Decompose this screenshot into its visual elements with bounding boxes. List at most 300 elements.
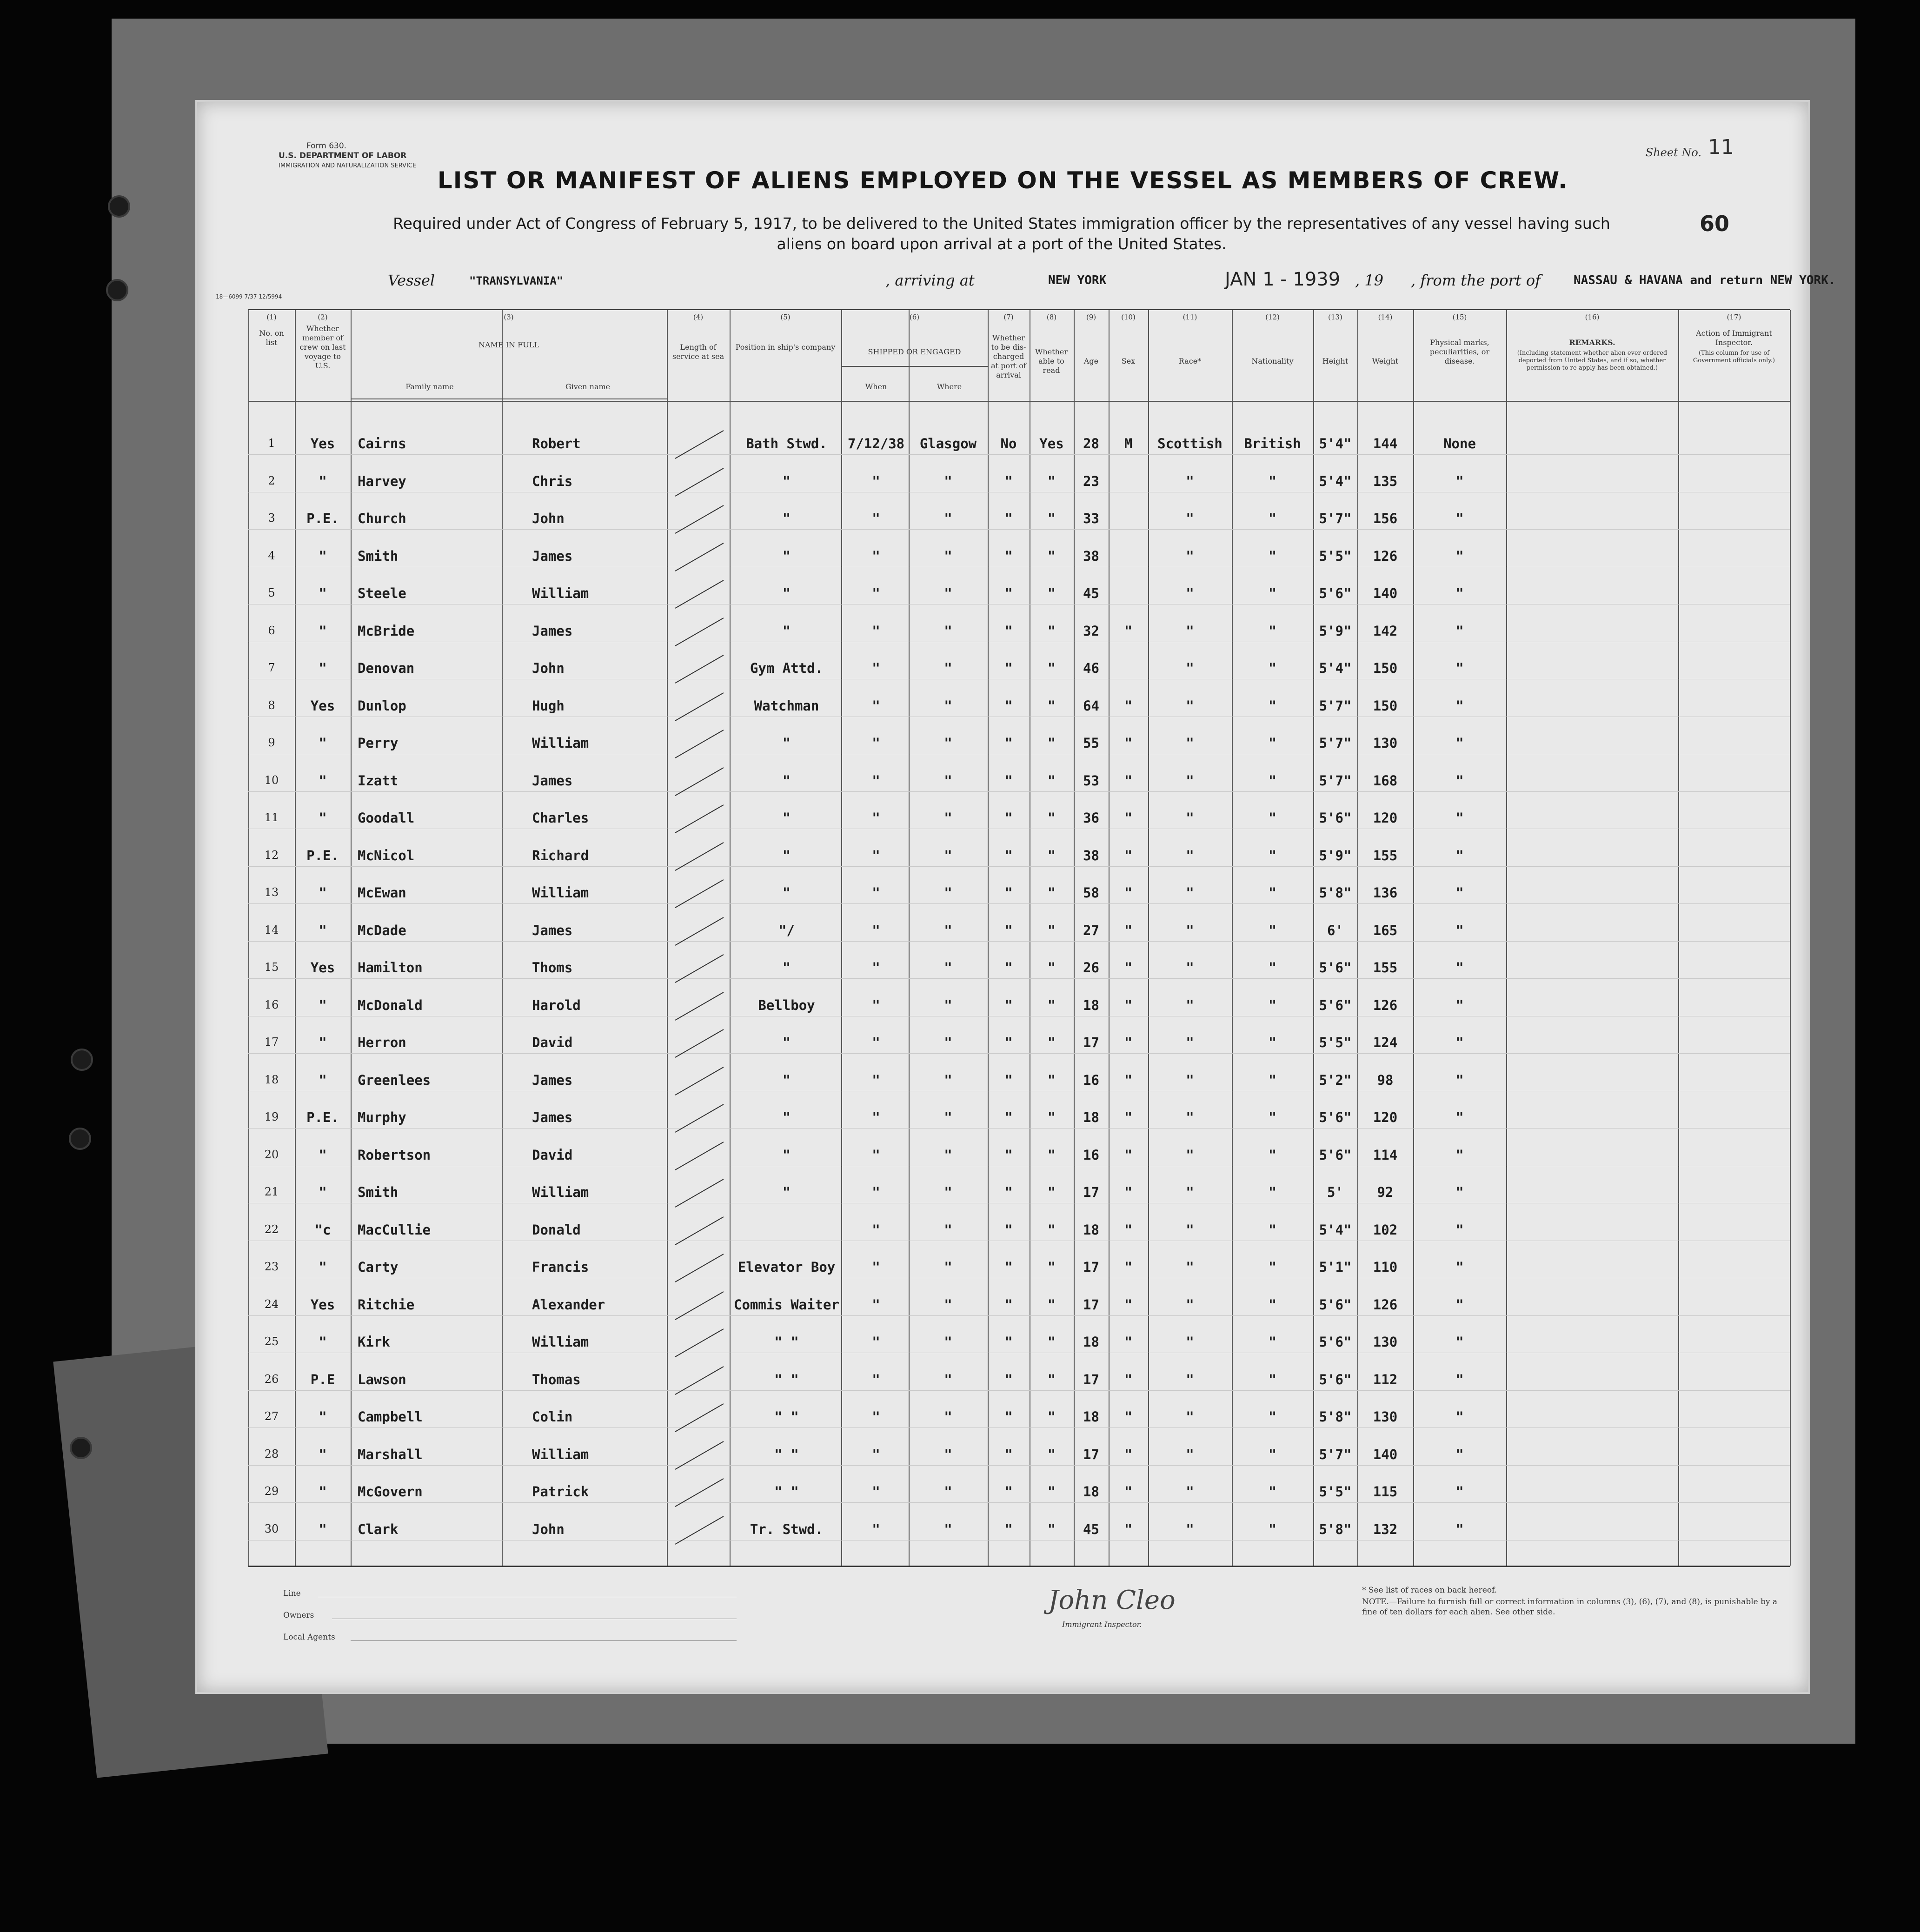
cell-sex: " [1124,997,1133,1013]
cell-disch: " [1004,1446,1013,1462]
cell-marks: " [1455,585,1464,601]
cell-height: 5'6" [1319,1109,1352,1125]
cell-family: Robertson [358,1147,431,1163]
cell-age: 18 [1083,1334,1099,1350]
cell-race: " [1186,511,1194,526]
cell-nat: " [1268,1222,1277,1238]
cell-sex: " [1124,1296,1133,1313]
row-divider [248,866,1790,867]
cell-prev: " [319,1259,327,1275]
cell-when: " [872,885,880,901]
cell-given: Robert [532,436,581,451]
cell-family: Dunlop [358,697,406,714]
column-number: (8) [1046,313,1057,321]
cell-marks: " [1455,660,1464,676]
row-divider [248,454,1790,455]
cell-when: " [872,810,880,826]
cell-given: James [532,623,573,639]
cell-where: " [944,623,952,639]
column-divider [667,310,668,1566]
cell-when: " [872,922,880,938]
cell-age: 18 [1083,1409,1099,1425]
cell-age: 55 [1083,735,1099,751]
cell-weight: 126 [1373,1296,1398,1313]
cell-weight: 150 [1373,697,1398,714]
cell-sex: " [1124,922,1133,938]
cell-prev: Yes [310,436,335,451]
cell-disch: " [1004,810,1013,826]
cell-age: 45 [1083,585,1099,601]
cell-when: " [872,1521,880,1537]
cell-marks: " [1455,847,1464,863]
cell-where: " [944,960,952,976]
cell-prev: Yes [310,960,335,976]
cell-disch: No [1000,436,1017,451]
cell-where: " [944,1446,952,1462]
cell-nat: " [1268,1109,1277,1125]
cell-disch: " [1004,1035,1013,1050]
cell-disch: " [1004,1184,1013,1200]
cell-family: McEwan [358,885,406,901]
header-able-to-read: Whether able to read [1035,347,1068,375]
cell-where: " [944,1259,952,1275]
cell-sex: " [1124,772,1133,789]
cell-where: " [944,1222,952,1238]
cell-sex: " [1124,1184,1133,1200]
cell-read: " [1047,997,1056,1013]
cell-position: " [782,735,791,751]
year-label: , 19 [1355,272,1384,289]
cell-family: Perry [358,735,399,751]
cell-given: James [532,548,573,564]
cell-when: " [872,511,880,526]
cell-position: Gym Attd. [750,660,824,676]
cell-prev: " [319,1446,327,1462]
cell-age: 17 [1083,1184,1099,1200]
cell-height: 5'1" [1319,1259,1352,1275]
row-number: 3 [268,511,275,524]
cell-height: 5'5" [1319,1484,1352,1500]
print-code: 18—6099 7/37 12/5994 [216,293,282,300]
cell-prev: " [319,1035,327,1050]
cell-marks: " [1455,772,1464,789]
column-number: (11) [1183,313,1197,321]
cell-race: " [1186,1334,1194,1350]
cell-position: " [782,1184,791,1200]
cell-age: 26 [1083,960,1099,976]
cell-height: 5'6" [1319,810,1352,826]
cell-position: Bellboy [758,997,815,1013]
cell-marks: None [1443,436,1476,451]
row-divider [248,1427,1790,1428]
cell-when: " [872,1484,880,1500]
cell-age: 64 [1083,697,1099,714]
cell-nat: " [1268,810,1277,826]
cell-race: " [1186,1371,1194,1388]
cell-marks: " [1455,1371,1464,1388]
cell-where: " [944,473,952,489]
cell-height: 5'6" [1319,997,1352,1013]
cell-age: 32 [1083,623,1099,639]
cell-height: 5'6" [1319,1147,1352,1163]
row-number: 12 [264,848,279,862]
cell-nat: " [1268,735,1277,751]
cell-race: " [1186,697,1194,714]
cell-when: " [872,697,880,714]
cell-disch: " [1004,660,1013,676]
cell-race: " [1186,1184,1194,1200]
cell-read: " [1047,1184,1056,1200]
cell-height: 5'9" [1319,847,1352,863]
cell-given: James [532,1109,573,1125]
cell-family: Church [358,511,406,526]
cell-weight: 155 [1373,847,1398,863]
cell-given: Patrick [532,1484,589,1500]
cell-where: " [944,1184,952,1200]
cell-prev: " [319,1072,327,1088]
vessel-name: "TRANSYLVANIA" [469,274,564,287]
cell-race: " [1186,1484,1194,1500]
name-subheader-divider [351,398,667,399]
cell-age: 18 [1083,997,1099,1013]
page-subtitle: Required under Act of Congress of February 5, 1917, to be delivered to the United States immigration officer by the representatives of any vessel having such aliens on board upon arrival at a port of the United States. [393,214,1610,253]
row-divider [248,1128,1790,1129]
cell-weight: 92 [1377,1184,1394,1200]
cell-when: " [872,1035,880,1050]
cell-nat: " [1268,847,1277,863]
cell-weight: 126 [1373,548,1398,564]
cell-where: " [944,1521,952,1537]
cell-disch: " [1004,1296,1013,1313]
row-number: 14 [264,923,279,936]
cell-when: " [872,1147,880,1163]
cell-prev: " [319,1147,327,1163]
cell-when: " [872,1446,880,1462]
header-no-on-list: No. on list [259,329,284,347]
cell-when: " [872,1259,880,1275]
row-number: 30 [264,1522,279,1535]
cell-position: " [782,473,791,489]
cell-nat: " [1268,511,1277,526]
cell-weight: 165 [1373,922,1398,938]
arrival-date: JAN 1 - 1939 [1225,269,1341,290]
cell-given: David [532,1147,573,1163]
cell-weight: 130 [1373,1409,1398,1425]
vessel-line [388,269,1836,295]
cell-age: 17 [1083,1035,1099,1050]
cell-height: 5'5" [1319,548,1352,564]
cell-marks: " [1455,697,1464,714]
cell-marks: " [1455,1296,1464,1313]
cell-age: 18 [1083,1109,1099,1125]
cell-race: " [1186,585,1194,601]
cell-disch: " [1004,1259,1013,1275]
row-number: 25 [264,1335,279,1348]
cell-age: 45 [1083,1521,1099,1537]
column-divider [1678,310,1679,1566]
cell-prev: " [319,623,327,639]
cell-prev: " [319,810,327,826]
cell-race: " [1186,1409,1194,1425]
cell-when: " [872,585,880,601]
cell-position: " [782,623,791,639]
cell-family: Cairns [358,436,406,451]
cell-sex: " [1124,1259,1133,1275]
header-remarks: REMARKS. [1569,338,1615,347]
cell-height: 5'6" [1319,585,1352,601]
cell-race: " [1186,997,1194,1013]
cell-when: " [872,1371,880,1388]
cell-weight: 98 [1377,1072,1394,1088]
cell-prev: " [319,473,327,489]
cell-family: McNicol [358,847,415,863]
column-divider [730,310,731,1566]
cell-sex: " [1124,1371,1133,1388]
cell-given: Chris [532,473,573,489]
cell-given: Charles [532,810,589,826]
header-name-in-full: NAME IN FULL [478,340,539,349]
cell-given: Colin [532,1409,573,1425]
cell-race: " [1186,772,1194,789]
cell-when: " [872,1109,880,1125]
cell-where: " [944,585,952,601]
cell-height: 5'6" [1319,960,1352,976]
cell-disch: " [1004,1484,1013,1500]
cell-race: " [1186,847,1194,863]
cell-nat: " [1268,660,1277,676]
row-divider [248,791,1790,792]
column-number: (14) [1378,313,1393,321]
cell-disch: " [1004,997,1013,1013]
cell-marks: " [1455,922,1464,938]
row-divider [248,978,1790,979]
cell-given: William [532,1334,589,1350]
cell-race: " [1186,885,1194,901]
cell-weight: 140 [1373,1446,1398,1462]
cell-race: " [1186,960,1194,976]
cell-height: 5'4" [1319,436,1352,451]
cell-age: 58 [1083,885,1099,901]
cell-marks: " [1455,1334,1464,1350]
cell-height: 5'8" [1319,1521,1352,1537]
cell-weight: 150 [1373,660,1398,676]
row-number: 5 [268,586,275,599]
header-length-of-service: Length of service at sea [672,343,724,361]
cell-nat: " [1268,960,1277,976]
row-number: 15 [264,961,279,974]
cell-position: " [782,1035,791,1050]
arrival-port: NEW YORK [1048,273,1107,287]
crew-manifest-table [248,309,1790,1567]
cell-read: " [1047,1521,1056,1537]
cell-nat: " [1268,1296,1277,1313]
binder-hole [69,1128,91,1150]
cell-where: " [944,997,952,1013]
cell-prev: " [319,885,327,901]
cell-read: " [1047,660,1056,676]
cell-where: " [944,1371,952,1388]
cell-family: McDade [358,922,406,938]
row-number: 11 [264,811,279,824]
cell-when: " [872,847,880,863]
cell-given: Francis [532,1259,589,1275]
column-number: (2) [318,313,328,321]
header-age: Age [1083,357,1099,365]
row-number: 2 [268,474,275,487]
cell-where: " [944,1409,952,1425]
cell-disch: " [1004,922,1013,938]
column-number: (7) [1003,313,1014,321]
cell-disch: " [1004,1334,1013,1350]
cell-marks: " [1455,1409,1464,1425]
cell-nat: " [1268,473,1277,489]
cell-where: " [944,1035,952,1050]
cell-marks: " [1455,1222,1464,1238]
cell-nat: " [1268,1184,1277,1200]
cell-when: " [872,1184,880,1200]
cell-weight: 136 [1373,885,1398,901]
cell-where: " [944,735,952,751]
cell-disch: " [1004,1222,1013,1238]
race-footnote: * See list of races on back hereof. [1362,1586,1497,1595]
row-number: 23 [264,1260,279,1273]
cell-read: " [1047,847,1056,863]
column-divider [1506,310,1507,1566]
cell-when: " [872,623,880,639]
row-number: 26 [264,1372,279,1386]
column-number: (10) [1121,313,1136,321]
cell-read: " [1047,1109,1056,1125]
cell-age: 16 [1083,1072,1099,1088]
cell-prev: " [319,548,327,564]
cell-prev: " [319,1521,327,1537]
cell-where: " [944,1072,952,1088]
cell-given: James [532,772,573,789]
cell-position: "/ [778,922,795,938]
cell-height: 5'6" [1319,1296,1352,1313]
cell-read: " [1047,772,1056,789]
cell-sex: " [1124,1072,1133,1088]
row-number: 27 [264,1410,279,1423]
cell-position: " [782,810,791,826]
cell-read: " [1047,697,1056,714]
form-header [279,141,418,171]
cell-sex: " [1124,1147,1133,1163]
cell-nat: " [1268,1147,1277,1163]
cell-sex: " [1124,847,1133,863]
cell-race: " [1186,735,1194,751]
cell-family: Kirk [358,1334,390,1350]
agents-underline [351,1640,737,1641]
page-title: LIST OR MANIFEST OF ALIENS EMPLOYED ON THE VESSEL AS MEMBERS OF CREW. [437,167,1568,194]
cell-family: McBride [358,623,415,639]
cell-race: " [1186,1035,1194,1050]
cell-sex: " [1124,1035,1133,1050]
header-action: Action of Immigrant Inspector. [1696,329,1772,347]
cell-when: " [872,1072,880,1088]
cell-position: " [782,511,791,526]
cell-read: " [1047,1296,1056,1313]
cell-when: " [872,960,880,976]
cell-race: " [1186,1446,1194,1462]
row-number: 29 [264,1485,279,1498]
cell-prev: " [319,1334,327,1350]
cell-family: Clark [358,1521,399,1537]
cell-read: " [1047,1484,1056,1500]
cell-given: William [532,735,589,751]
cell-given: John [532,1521,565,1537]
cell-age: 28 [1083,436,1099,451]
cell-nat: " [1268,1409,1277,1425]
cell-read: " [1047,511,1056,526]
cell-where: " [944,660,952,676]
cell-family: MacCullie [358,1222,431,1238]
cell-marks: " [1455,960,1464,976]
cell-age: 23 [1083,473,1099,489]
cell-when: " [872,997,880,1013]
cell-when: " [872,1222,880,1238]
cell-nat: " [1268,1334,1277,1350]
cell-nat: " [1268,1484,1277,1500]
cell-family: Carty [358,1259,399,1275]
cell-given: Richard [532,847,589,863]
cell-marks: " [1455,1184,1464,1200]
cell-prev: " [319,585,327,601]
owners-label: Owners [283,1611,314,1620]
header-when: When [865,382,887,391]
cell-sex: " [1124,885,1133,901]
cell-sex: " [1124,697,1133,714]
shipped-subheader-divider [841,366,988,367]
cell-prev: " [319,660,327,676]
cell-age: 17 [1083,1371,1099,1388]
cell-read: " [1047,735,1056,751]
cell-race: " [1186,473,1194,489]
cell-height: 5'7" [1319,1446,1352,1462]
cell-where: " [944,847,952,863]
cell-where: " [944,885,952,901]
row-number: 9 [268,736,275,749]
cell-disch: " [1004,623,1013,639]
cell-prev: " [319,735,327,751]
cell-marks: " [1455,1072,1464,1088]
row-divider [248,1465,1790,1466]
cell-height: 5'4" [1319,473,1352,489]
column-number: (4) [693,313,704,321]
cell-family: McDonald [358,997,423,1013]
cell-family: Denovan [358,660,415,676]
local-agents-label: Local Agents [283,1633,335,1642]
cell-given: William [532,1184,589,1200]
cell-position: " [782,885,791,901]
cell-nat: " [1268,697,1277,714]
cell-nat: " [1268,1259,1277,1275]
cell-nat: " [1268,548,1277,564]
header-previous-voyage: Whether member of crew on last voyage to U.S. [299,324,346,370]
department-name: U.S. DEPARTMENT OF LABOR [279,151,407,160]
cell-age: 53 [1083,772,1099,789]
cell-height: 5'7" [1319,697,1352,714]
cell-nat: " [1268,1072,1277,1088]
cell-marks: " [1455,511,1464,526]
cell-disch: " [1004,960,1013,976]
cell-given: Donald [532,1222,581,1238]
cell-given: John [532,511,565,526]
cell-sex: " [1124,735,1133,751]
cell-height: 5'7" [1319,772,1352,789]
cell-family: Herron [358,1035,406,1050]
row-number: 7 [268,661,275,674]
